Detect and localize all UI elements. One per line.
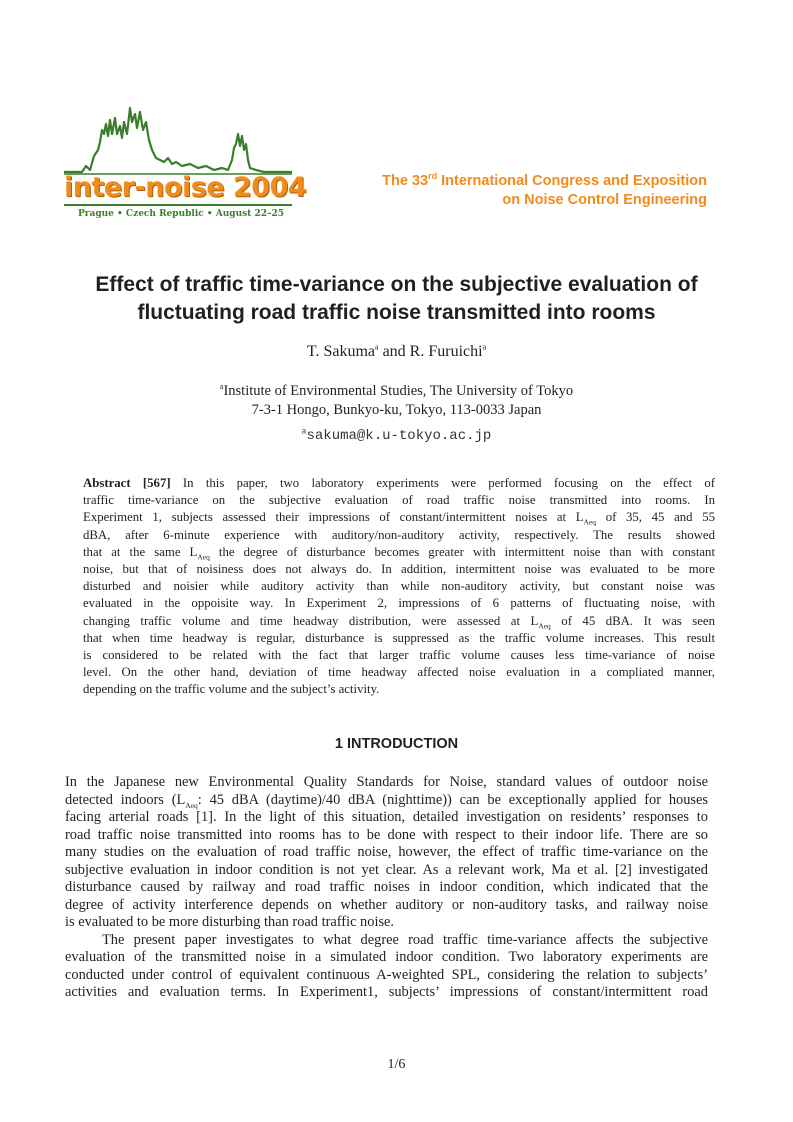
affiliation: $^a$Institute of Environmental Studies, The University of Tokyo 7-3-1 Hongo, Bunkyo-ku, Tokyo, 113-0033 Japan (219, 382, 574, 418)
page-number: 1/6 (387, 1057, 406, 1072)
conference-logo (64, 100, 307, 225)
abstract-line: Abstract [567] In this paper, two laboratory experiments were performed focusing on the effect of (83, 476, 715, 490)
title-line-1: Effect of traffic time-variance on the subjective evaluation of (95, 273, 698, 296)
abstract-label: Abstract [567] (83, 476, 171, 490)
conference-name (382, 172, 707, 210)
introduction-body: In the Japanese new Environmental Quality Standards for Noise, standard values of outdoor noise detected indoors ($L_{Aeq}$: 45 dBA (daytime)/40 dBA (nighttime)) can be exceptionally applied for houses facing arterial roads [1]. In the light of this situation, detailed investigation on residents’ responses to road traffic noise transmitted into rooms has to be done with respect to their indoor life. There are so many studies on the evaluation of road traffic noise, however, the effect of traffic time-variance on the subjective evaluation in indoor condition is not yet clear. As a relevant work, Ma et al. [2] investigated disturbance caused by railway and road traffic noises in indoor condition, which indicated that the degree of activity interference depends on whether auditory or non-auditory tasks, and railway noise is evaluated to be more disturbing than road traffic noise. The present paper investigates to what degree road traffic time-variance affects the subjective evaluation of the transmitted noise in a simulated indoor condition. Two laboratory experiments are conducted under control of equivalent continuous A-weighted SPL, considering the relation to subjects’ activities and evaluation terms. In Experiment1, subjects’ impressions of constant/intermittent road (65, 774, 708, 1000)
author-2: R. Furuichi (409, 343, 483, 360)
conference-line-1: The 33rd International Congress and Exposition (382, 171, 707, 189)
conference-line-2: on Noise Control Engineering (502, 192, 707, 208)
logo-underline (64, 204, 292, 206)
section-heading-introduction: 1 INTRODUCTION (334, 736, 459, 752)
skyline-icon (64, 100, 307, 225)
author-email[interactable]: $^a$sakuma@k.u-tokyo.ac.jp (301, 427, 492, 444)
logo-subtitle: Prague • Czech Republic • August 22–25 (78, 209, 285, 219)
abstract: Abstract [567] In this paper, two laboratory experiments were performed focusing on the effect of traffic time-variance on the subjective evaluation of road traffic noise transmitted into rooms. In Experiment 1, subjects assessed their impressions of constant/intermittent noises at $L_{Aeq}$ of 35, 45 and 55 dBA, after 6-minute experience with auditory/non-auditory activity, respectively. The results showed that at the same $L_{Aeq}$ the degree of disturbance becomes greater with intermittent noise than with constant noise, but that of noisiness does not always do. In addition, intermittent noise was evaluated to be more disturbed and noisier while auditory activity than while non-auditory activity, but constant noise was evaluated in the oppoisite way. In Experiment 2, impressions of 6 patterns of fluctuating noise, with changing traffic volume and time headway distribution, were assessed at $L_{Aeq}$ of 45 dBA. It was seen that when time headway is regular, disturbance is suppressed as the traffic volume increases. This result is considered to be related with the fact that larger traffic volume causes less time-variance of noise level. On the other hand, deviation of time headway affected noise evaluation in a compliated manner, depending on the traffic volume and the subject’s activity. (83, 476, 716, 697)
paper-title (40, 271, 753, 327)
authors: T. Sakuma$^a$ and R. Furuichi$^a$ (306, 342, 487, 360)
title-line-2: fluctuating road traffic noise transmitted into rooms (137, 301, 656, 324)
author-1: T. Sakuma (306, 343, 375, 360)
logo-wordmark: inter-noise 2004 (64, 172, 307, 203)
